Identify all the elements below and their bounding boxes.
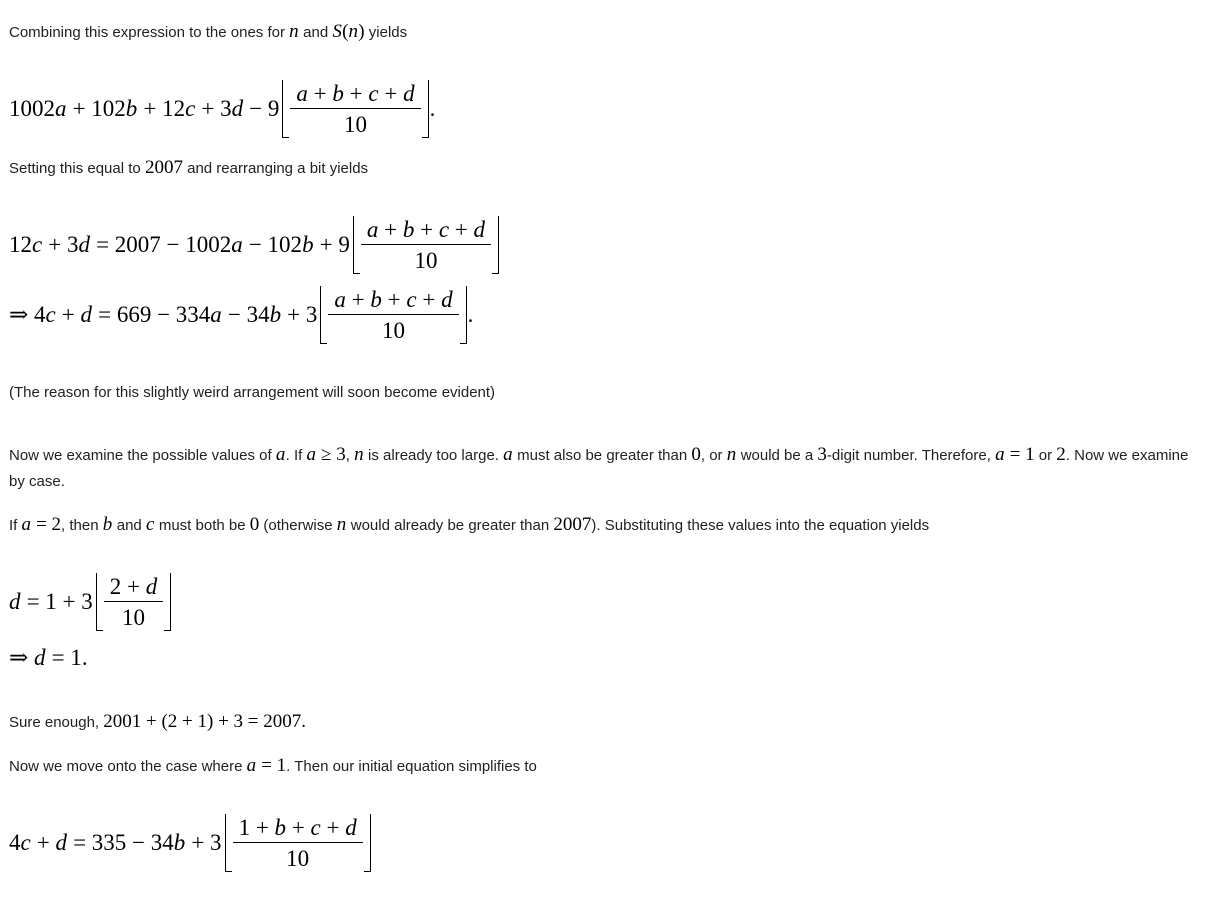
text-run: or xyxy=(1034,447,1057,464)
equation xyxy=(9,573,172,631)
math-run: a = 2 xyxy=(21,514,62,535)
equation xyxy=(9,216,500,274)
fraction xyxy=(233,814,363,872)
math-run: S(n) xyxy=(332,21,365,42)
floor-bracket-close xyxy=(364,814,371,872)
math-run: d = 1 + 3 xyxy=(9,589,93,614)
text-run: and xyxy=(298,24,333,41)
text-run: must also be greater than xyxy=(512,447,692,464)
text-run: and rearranging a bit yields xyxy=(182,160,369,177)
math-run: . xyxy=(429,96,436,121)
math-run: ⇒ 4c + d = 669 − 334a − 34b + 3 xyxy=(9,302,318,327)
paragraph xyxy=(9,709,1204,736)
math-run: a xyxy=(275,444,286,465)
paragraph xyxy=(9,19,1204,46)
fraction xyxy=(290,80,420,138)
denominator: 10 xyxy=(286,846,310,871)
equation xyxy=(9,80,435,138)
math-run: 2 xyxy=(1056,444,1066,465)
math-run: n xyxy=(354,444,364,465)
floor-bracket-close xyxy=(492,216,499,274)
text-run: yields xyxy=(364,24,408,41)
text-run: Now we move onto the case where xyxy=(9,758,247,775)
math-run: n xyxy=(726,444,737,465)
text-run: . Then our initial equation simplifies to xyxy=(286,758,537,775)
text-run: , xyxy=(345,447,355,464)
text-run: (otherwise xyxy=(259,517,337,534)
math-run: 3 xyxy=(817,444,827,465)
math-run: a ≥ 3 xyxy=(306,444,346,465)
math-run: c xyxy=(145,514,155,535)
math-run: 12c + 3d = 2007 − 1002a − 102b + 9 xyxy=(9,232,350,257)
math-run: 0 xyxy=(691,444,701,465)
text-run: . Now we examine by case. xyxy=(9,447,1189,490)
numerator: 1 + b + c + d xyxy=(233,814,363,843)
text-run: , or xyxy=(700,447,727,464)
math-run: 4c + d = 335 − 34b + 3 xyxy=(9,830,222,855)
denominator: 10 xyxy=(414,248,438,273)
text-run: -digit number. Therefore, xyxy=(826,447,996,464)
math-run: a = 1 xyxy=(246,755,287,776)
denominator: 10 xyxy=(343,112,367,137)
paragraph xyxy=(9,155,1204,182)
math-run: n xyxy=(289,21,299,42)
math-run: a xyxy=(503,444,513,465)
paragraph xyxy=(9,753,1204,780)
paragraph xyxy=(9,380,1204,406)
text-run: would already be greater than xyxy=(346,517,554,534)
equation xyxy=(9,814,372,872)
fraction xyxy=(361,216,491,274)
text-run: , then xyxy=(61,517,103,534)
text-run: is already too large. xyxy=(363,447,504,464)
math-run: 1002a + 102b + 12c + 3d − 9 xyxy=(9,96,280,121)
math-run: 2001 + (2 + 1) + 3 = 2007. xyxy=(103,711,307,732)
text-run: Sure enough, xyxy=(9,714,104,731)
math-run: . xyxy=(467,302,474,327)
text-run: would be a xyxy=(736,447,818,464)
text-run: ). Substituting these values into the equation yields xyxy=(591,517,930,534)
text-run: . If xyxy=(285,447,307,464)
numerator: 2 + d xyxy=(104,573,163,602)
text-run: (The reason for this slightly weird arrangement will soon become evident) xyxy=(9,384,496,401)
math-run: n xyxy=(336,514,347,535)
floor-bracket-close xyxy=(164,573,171,631)
math-run: 0 xyxy=(249,514,260,535)
math-run: ⇒ d = 1. xyxy=(9,645,88,670)
floor-bracket-open xyxy=(282,80,289,138)
math-run: 2007 xyxy=(144,157,183,178)
numerator: a + b + c + d xyxy=(328,286,458,315)
floor-bracket-open xyxy=(353,216,360,274)
paragraph xyxy=(9,442,1204,495)
equation xyxy=(9,643,88,673)
equation xyxy=(9,286,473,344)
text-run: Combining this expression to the ones for xyxy=(9,24,290,41)
numerator: a + b + c + d xyxy=(361,216,491,245)
floor-bracket-open xyxy=(96,573,103,631)
math-run: b xyxy=(102,514,113,535)
text-run: must both be xyxy=(154,517,250,534)
numerator: a + b + c + d xyxy=(290,80,420,109)
floor-bracket-open xyxy=(225,814,232,872)
denominator: 10 xyxy=(122,605,145,630)
text-run: and xyxy=(112,517,146,534)
paragraph xyxy=(9,512,1204,539)
text-run: Setting this equal to xyxy=(9,160,145,177)
fraction xyxy=(104,573,163,631)
floor-bracket-open xyxy=(320,286,327,344)
math-run: 2007 xyxy=(553,514,592,535)
denominator: 10 xyxy=(381,318,405,343)
text-run: Now we examine the possible values of xyxy=(9,447,276,464)
fraction xyxy=(328,286,458,344)
floor-bracket-close xyxy=(460,286,467,344)
floor-bracket-close xyxy=(422,80,429,138)
text-run: If xyxy=(9,517,22,534)
math-run: a = 1 xyxy=(995,444,1035,465)
